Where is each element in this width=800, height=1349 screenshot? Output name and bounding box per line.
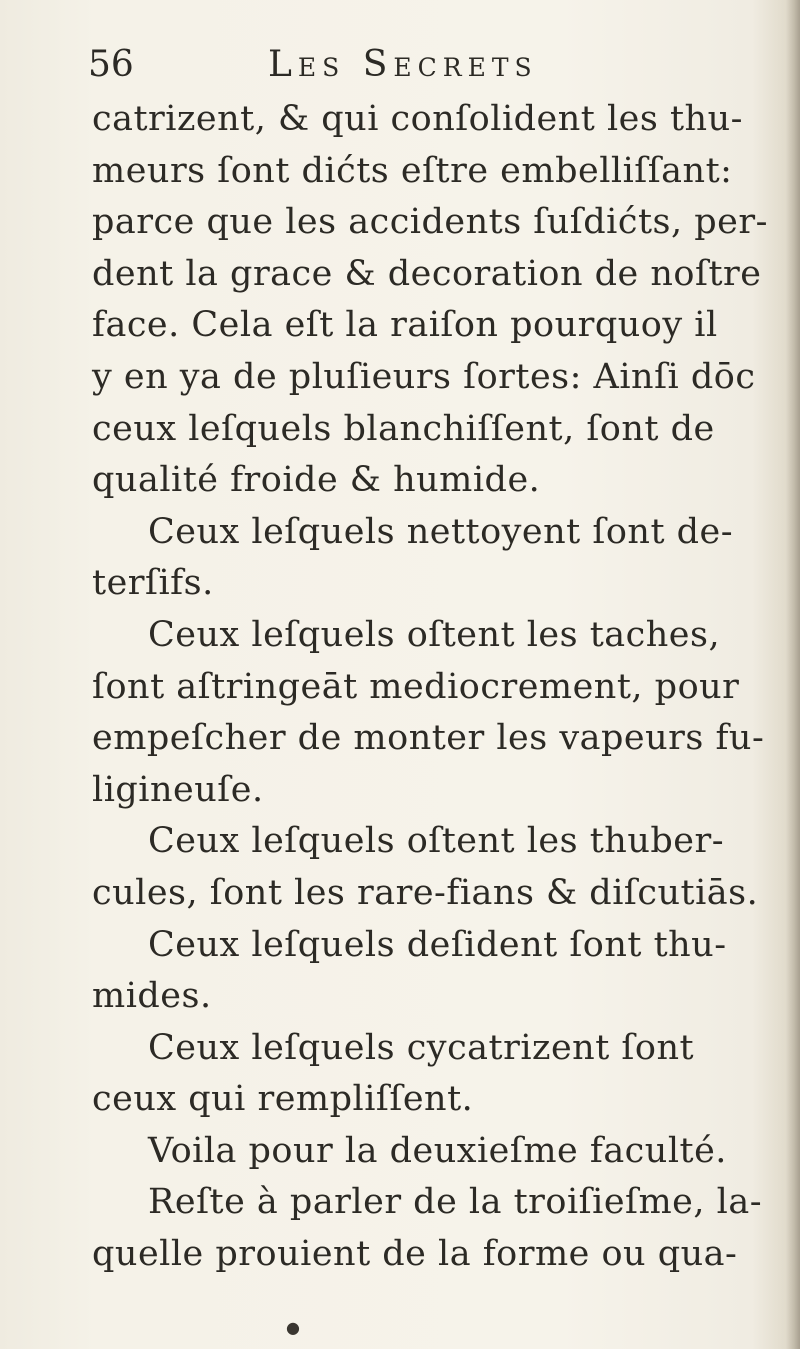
text-line: quelle prouient de la forme ou qua- xyxy=(92,1234,738,1275)
text-line: Ceux leſquels cycatrizent ſont xyxy=(148,1027,695,1068)
text-line: ligineuſe. xyxy=(92,769,264,810)
text-line: ceux leſquels blanchiſſent, ſont de xyxy=(92,408,715,449)
text-line: Voila pour la deuxieſme faculté. xyxy=(148,1130,727,1171)
text-line: terſifs. xyxy=(92,563,214,604)
text-line: cules, ſont les rare-fians & diſcutiās. xyxy=(92,872,759,913)
text-line: Ceux leſquels oſtent les thuber- xyxy=(148,821,725,862)
text-line: catrizent, & qui conſolident les thu- xyxy=(92,99,743,139)
page-header xyxy=(88,40,708,90)
text-line: qualité froide & humide. xyxy=(92,460,541,501)
printer-ornament-dot: ● xyxy=(286,1318,300,1337)
text-line: y en ya de pluſieurs ſortes: Ainſi dōc xyxy=(92,356,756,397)
running-title: Les Secrets xyxy=(268,44,538,85)
text-line: Reſte à parler de la troiſieſme, la- xyxy=(148,1182,763,1223)
text-line: meurs ſont dićts eſtre embelliſſant: xyxy=(92,150,733,191)
page-number: 56 xyxy=(88,44,134,85)
text-line: Ceux leſquels oſtent les taches, xyxy=(148,614,721,655)
text-line: Ceux leſquels deſident ſont thu- xyxy=(148,924,727,965)
text-line: mides. xyxy=(92,976,212,1017)
text-line: empeſcher de monter les vapeurs fu- xyxy=(92,718,765,759)
text-line: face. Cela eſt la raiſon pourquoy il xyxy=(92,305,718,346)
text-line: Ceux leſquels nettoyent ſont de- xyxy=(148,511,734,552)
text-line: ſont aſtringeāt mediocrement, pour xyxy=(92,666,740,707)
text-line: parce que les accidents ſuſdićts, per- xyxy=(92,202,768,243)
text-line: dent la grace & decoration de noſtre xyxy=(92,253,762,294)
text-line: ceux qui rempliſſent. xyxy=(92,1079,474,1120)
body-text xyxy=(92,94,792,1281)
